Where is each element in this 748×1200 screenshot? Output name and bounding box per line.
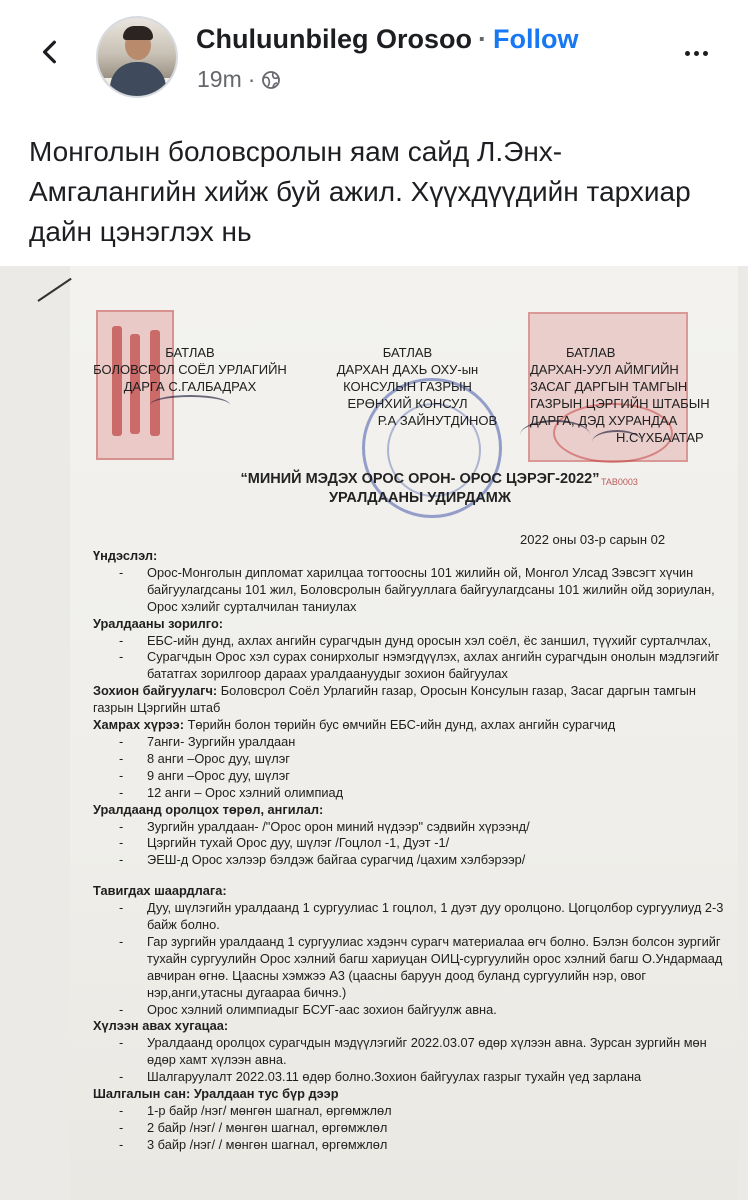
stamp-code: TAB0003 (601, 477, 638, 487)
list-item: - 1-р байр /нэг/ мөнгөн шагнал, өргөмжлөл (119, 1103, 392, 1118)
list-item: - 2 байр /нэг/ / мөнгөн шагнал, өргөмжлөл (119, 1119, 388, 1135)
author-row (196, 24, 578, 55)
section-title: Зохион байгуулагч: Боловсрол Соёл Урлагийн газар, Оросын Консулын газар, Засаг даргын тамгын газрын Цэргийн штаб (93, 683, 696, 716)
list-item: - Орос хэлний олимпиадыг БСУГ-аас зохион байгуулж авна. (119, 1001, 497, 1017)
list-item: - Цэргийн тухай Орос дуу, шүлэг /Гоцлол -1, Дуэт -1/ (119, 835, 450, 851)
follow-button[interactable]: Follow (492, 24, 579, 54)
name-separator: · (477, 24, 487, 54)
section-title: Хүлээн авах хугацаа: (93, 1018, 229, 1034)
section-title: Шалгалын сан: Уралдаан тус бүр дээр (93, 1086, 339, 1102)
list-item: - Шалгаруулалт 2022.03.11 өдөр болно.Зохион байгуулах газрыг тухайн үед зарлана (119, 1069, 642, 1085)
author-name[interactable]: Chuluunbileg Orosoo (196, 24, 472, 54)
list-item: - ЕБС-ийн дунд, ахлах ангийн сурагчдын дунд оросын хэл соёл, ёс заншил, түүхийг сурталчлах, (119, 632, 712, 648)
time-separator: · (247, 66, 256, 92)
list-item: - Зургийн уралдаан- /"Орос орон миний нүдээр" сэдвийн хүрээнд/ (119, 818, 530, 834)
list-item: - Орос-Монголын дипломат харилцаа тогтоосны 101 жилийн ой, Монгол Улсад Зэвсэгт хүчин байгуулагдсаны 101 жил, Боловсролын байгууллага байгуулагдсаны 101 жилийн ойд зориулан, Орос хэлийг сурталчилан таниулах (119, 564, 715, 614)
post-meta (197, 66, 281, 93)
document-date: 2022 оны 03-р сарын 02 (520, 532, 666, 547)
document-title: “МИНИЙ МЭДЭХ ОРОС ОРОН- ОРОС ЦЭРЭГ-2022” УРАЛДААНЫ УДИРДАМЖ (240, 471, 600, 506)
list-item: - Сурагчдын Орос хэл сурах сонирхолыг нэмэгдүүлэх, ахлах ангийн сурагчдын онолын мэдлэгийг бататгах зорилгоор дараах уралдаануудыг зохион байгуулах (119, 649, 720, 682)
signature-left (150, 395, 230, 415)
document-body (93, 548, 733, 1154)
section-title: Тавигдах шаардлага: (93, 883, 227, 899)
section-title: Уралдаанд оролцох төрөл, ангилал: (93, 801, 324, 817)
list-item: - 3 байр /нэг/ / мөнгөн шагнал, өргөмжлөл (119, 1136, 388, 1152)
list-item: - 9 анги –Орос дуу, шүлэг (119, 767, 290, 783)
section-title: Хамрах хүрээ: Төрийн болон төрийн бус өмчийн ЕБС-ийн дунд, ахлах ангийн сурагчид (93, 717, 616, 733)
section-title: Үндэслэл: (93, 548, 158, 563)
post-time[interactable]: 19m (197, 66, 242, 92)
chevron-left-icon (37, 39, 63, 65)
list-item: - Дуу, шүлэгийн уралдаанд 1 сургуулиас 1 гоцлол, 1 дуэт дуу оролцоно. Цогцолбор сургуулиуд 2-3 байж болно. (119, 900, 724, 933)
section-title: Уралдааны зорилго: (93, 615, 224, 631)
post-text: Монголын боловсролын яам сайд Л.Энх-Амгалангийн хийж буй ажил. Хүүхдүүдийн тархиар дайн цэнэглэх нь (29, 136, 691, 247)
approval-center: БАТЛАВ ДАРХАН ДАХЬ ОХУ-ын КОНСУЛЫН ГАЗРЫН ЕРӨНХИЙ КОНСУЛ Р.А ЗАЙНУТДИНОВ (336, 345, 498, 428)
list-item: - 12 анги – Орос хэлний олимпиад (119, 784, 344, 800)
list-item: - ЭЕШ-д Орос хэлээр бэлдэж байгаа сурагчид /цахим хэлбэрээр/ (119, 852, 526, 868)
avatar[interactable] (96, 16, 178, 98)
approval-left: БАТЛАВ БОЛОВСРОЛ СОЁЛ УРЛАГИЙН ДАРГА С.ГАЛБАДРАХ (93, 345, 287, 394)
list-item: - Гар зургийн уралдаанд 1 сургуулиас хэдэнч сурагч материалаа өгч болно. Бэлэн болсон зургийг тухайн сургуулийн Орос хэлний багш хариуцан ОИЦ-сургуулийн орос хэлний багш О.Ундармаад авчиран өгнө. Цаасны хэмжээ А3 (цаасны баруун доод буланд сургуулийн нэр, овог нэр,анги,утасны дугаараа бичнэ.) (119, 933, 723, 1000)
more-dot-icon (694, 51, 699, 56)
more-dot-icon (685, 51, 690, 56)
more-options-button[interactable] (676, 38, 716, 68)
list-item: - 7анги- Зургийн уралдаан (119, 733, 296, 749)
approval-right: БАТЛАВ ДАРХАН-УУЛ АЙМГИЙН ЗАСАГ ДАРГЫН ТАМГЫН ГАЗРЫН ЦЭРГИЙН ШТАБЫН ДАРГА, ДЭД ХУРАНДАА Н.СҮХБААТАР (530, 345, 710, 445)
list-item: - 8 анги –Орос дуу, шүлэг (119, 750, 290, 766)
more-dot-icon (703, 51, 708, 56)
back-button[interactable] (30, 32, 70, 72)
globe-icon (261, 70, 281, 90)
list-item: - Уралдаанд оролцох сурагчдын мэдүүлэгийг 2022.03.07 өдөр хүлээн авна. Зурсан зургийн мөн өдөр хамт хүлээн авна. (119, 1035, 707, 1068)
post-header (0, 0, 748, 110)
